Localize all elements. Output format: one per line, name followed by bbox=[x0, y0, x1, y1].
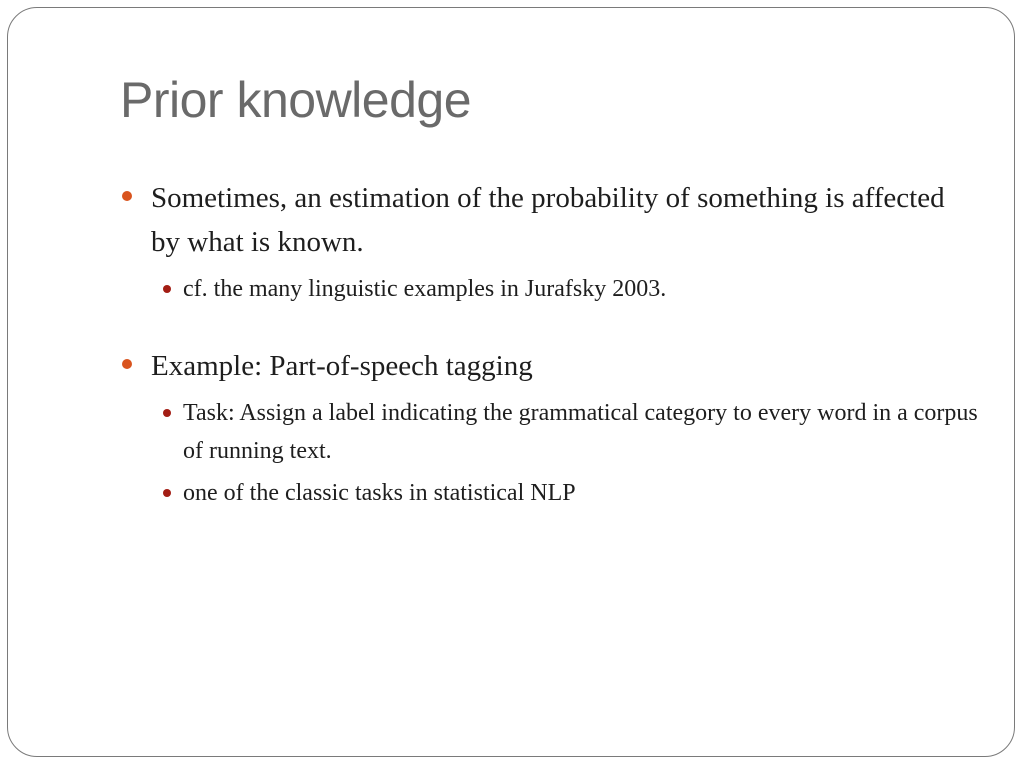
bullet-item bbox=[120, 344, 980, 512]
sub-bullet-item bbox=[151, 474, 980, 512]
sub-bullet-item bbox=[151, 394, 980, 470]
bullet-list bbox=[120, 176, 980, 512]
sub-bullet-dot-icon bbox=[163, 489, 171, 497]
bullet-dot-icon bbox=[122, 359, 132, 369]
sub-bullet-list bbox=[151, 394, 980, 512]
sub-bullet-item bbox=[151, 270, 980, 308]
sub-bullet-dot-icon bbox=[163, 285, 171, 293]
bullet-text: Example: Part-of-speech tagging bbox=[151, 350, 533, 382]
sub-bullet-text: Task: Assign a label indicating the grammatical category to every word in a corpus of running text. bbox=[183, 400, 978, 464]
bullet-dot-icon bbox=[122, 191, 132, 201]
sub-bullet-dot-icon bbox=[163, 409, 171, 417]
sub-bullet-text: cf. the many linguistic examples in Jurafsky 2003. bbox=[183, 276, 667, 302]
slide-body bbox=[120, 176, 980, 516]
slide-frame bbox=[7, 7, 1015, 757]
sub-bullet-text: one of the classic tasks in statistical NLP bbox=[183, 480, 576, 506]
sub-bullet-list bbox=[151, 270, 980, 308]
bullet-item bbox=[120, 176, 980, 308]
slide-title: Prior knowledge bbox=[120, 72, 472, 128]
bullet-text: Sometimes, an estimation of the probability of something is affected by what is known. bbox=[151, 182, 945, 258]
